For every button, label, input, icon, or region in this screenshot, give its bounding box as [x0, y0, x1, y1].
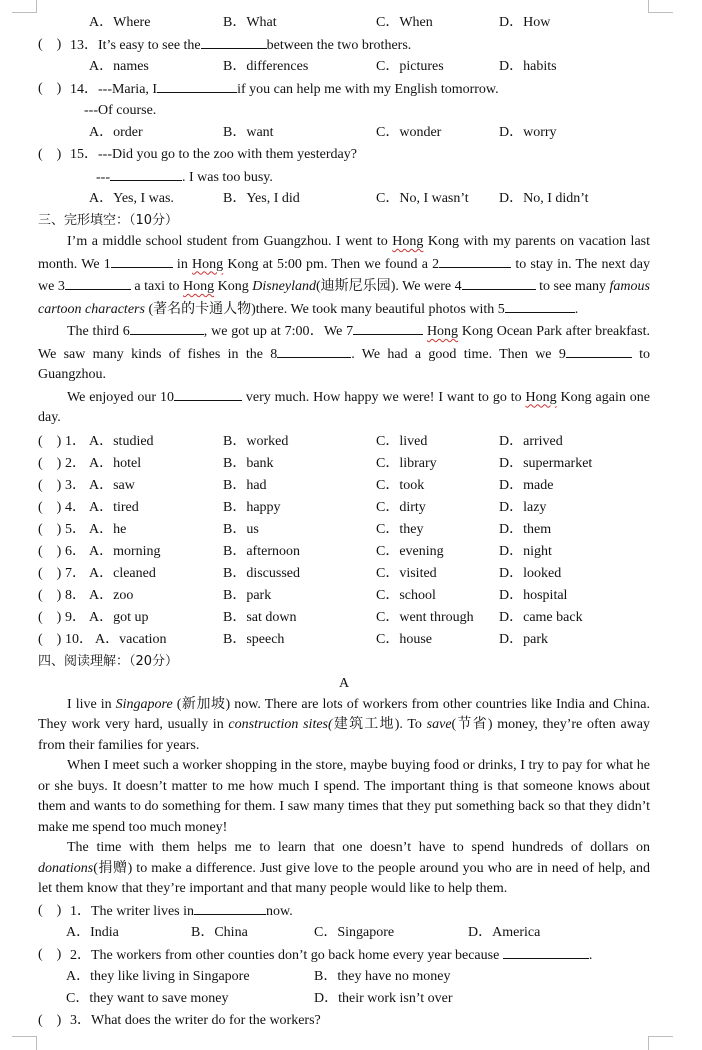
q15-stem: ( ) 15．---Did you go to the zoo with them yesterday?	[38, 144, 650, 166]
option[interactable]: A．got up	[89, 609, 149, 625]
option[interactable]: A．they like living in Singapore	[66, 968, 250, 984]
q12-options	[38, 12, 650, 34]
question-number: 10．	[65, 631, 93, 647]
question-number: 1．	[65, 433, 86, 449]
option[interactable]: B．What	[223, 15, 277, 30]
exam-page	[38, 12, 650, 1032]
option[interactable]: A．saw	[89, 477, 135, 493]
option[interactable]: C．they	[376, 521, 424, 537]
option[interactable]: A．studied	[89, 433, 154, 449]
answer-blank[interactable]	[505, 298, 575, 313]
option[interactable]: B．China	[191, 924, 248, 940]
cloze-question-row	[38, 629, 650, 651]
cloze-question-row	[38, 431, 650, 453]
answer-blank[interactable]	[130, 320, 204, 335]
option[interactable]: A．tired	[89, 499, 139, 515]
answer-bracket[interactable]: ( )	[38, 477, 62, 493]
answer-blank[interactable]	[157, 78, 237, 93]
option[interactable]: C．library	[376, 455, 437, 471]
option[interactable]: A．Where	[89, 15, 151, 30]
option[interactable]: D．worry	[499, 125, 557, 140]
option[interactable]: B．sat down	[223, 609, 297, 625]
cloze-question-row	[38, 453, 650, 475]
cloze-question-row	[38, 475, 650, 497]
cloze-question-row	[38, 541, 650, 563]
answer-blank[interactable]	[174, 386, 242, 401]
option[interactable]: B．worked	[223, 433, 289, 449]
option[interactable]: A．cleaned	[89, 565, 156, 581]
passage-label: A	[338, 675, 350, 691]
option[interactable]: B．afternoon	[223, 543, 300, 559]
option[interactable]: D．hospital	[499, 587, 568, 603]
q15-options	[38, 188, 650, 210]
question-number: 9．	[65, 609, 86, 625]
reading-q2-options-row2	[38, 988, 650, 1010]
q13-stem: ( ) 13．It’s easy to see the between the two brothers.	[38, 34, 650, 56]
option[interactable]: C．they want to save money	[66, 990, 229, 1006]
option[interactable]: C．took	[376, 477, 425, 493]
option[interactable]: D．America	[468, 924, 541, 940]
answer-bracket[interactable]: ( )	[38, 1012, 62, 1028]
reading-q1-options	[38, 922, 650, 944]
option[interactable]: C．Singapore	[314, 924, 395, 940]
option[interactable]: D．supermarket	[499, 455, 593, 471]
answer-bracket[interactable]: ( )	[38, 81, 62, 96]
option[interactable]: A．morning	[89, 543, 161, 559]
option[interactable]: D．lazy	[499, 499, 547, 515]
answer-blank[interactable]	[65, 275, 131, 290]
reading-paragraph-2: When I meet such a worker shopping in the store, maybe buying food or drinks, I try to pay for what he or she buys. It doesn’t matter to me how much I spend. The important thing is that someone knows about them and wants to do something for them. I saw many times that they put something back so that they didn’t make me spend too much money!	[38, 758, 650, 835]
option[interactable]: C．dirty	[376, 499, 426, 515]
answer-blank[interactable]	[566, 343, 632, 358]
q15-reply: --- . I was too busy.	[38, 166, 650, 188]
section-heading-cloze: 三、完形填空：（10分）	[38, 213, 179, 228]
answer-bracket[interactable]: ( )	[38, 147, 62, 162]
answer-blank[interactable]	[353, 320, 423, 335]
reading-q3-stem: ( ) 3．What does the writer do for the workers?	[38, 1010, 650, 1032]
answer-bracket[interactable]: ( )	[38, 946, 62, 962]
answer-blank[interactable]	[439, 253, 511, 268]
answer-bracket[interactable]: ( )	[38, 902, 62, 918]
q14-options	[38, 122, 650, 144]
q14-reply: ---Of course.	[84, 103, 157, 118]
option[interactable]: C．lived	[376, 433, 428, 449]
option[interactable]: C．When	[376, 15, 433, 30]
answer-bracket[interactable]: ( )	[38, 587, 62, 603]
reading-q1-stem: ( ) 1．The writer lives in now.	[38, 900, 650, 922]
option[interactable]: D．arrived	[499, 433, 563, 449]
crop-mark-bottom-right	[648, 1036, 673, 1050]
option[interactable]: D．habits	[499, 59, 557, 74]
answer-bracket[interactable]: ( )	[38, 631, 62, 647]
crop-mark-top-left	[12, 0, 37, 13]
cloze-paragraph-2: The third 6 , we got up at 7:00．We 7 Hong Kong Ocean Park after breakfast. We saw many kinds of fishes in the 8 . We had a good time. Then we 9 to Guangzhou.	[38, 320, 650, 386]
answer-bracket[interactable]: ( )	[38, 565, 62, 581]
answer-blank[interactable]	[277, 343, 351, 358]
option[interactable]: D．park	[499, 631, 548, 647]
cloze-question-row	[38, 563, 650, 585]
q14-stem: ( ) 14．---Maria, I if you can help me with my English tomorrow.	[38, 78, 650, 100]
option[interactable]: B．bank	[223, 455, 274, 471]
option[interactable]: C．went through	[376, 609, 474, 625]
option[interactable]: B．they have no money	[314, 968, 451, 984]
answer-bracket[interactable]: ( )	[38, 455, 62, 471]
option[interactable]: D．No, I didn’t	[499, 191, 589, 206]
answer-blank[interactable]	[110, 166, 182, 181]
question-number: 3．	[65, 477, 86, 493]
reading-paragraph-1: I live in Singapore (新加坡) now. There are lots of workers from other countries like India and China. They work very hard, usually in construction sites(建筑工地). To save(节省) money, they’re often away from their families for years.	[38, 696, 651, 753]
option[interactable]: B．happy	[223, 499, 281, 515]
option[interactable]: B．had	[223, 477, 267, 493]
option[interactable]: D．made	[499, 477, 554, 493]
cloze-question-row	[38, 497, 650, 519]
option[interactable]: D．came back	[499, 609, 583, 625]
option[interactable]: C．No, I wasn’t	[376, 191, 469, 206]
option[interactable]: D．How	[499, 15, 551, 30]
option[interactable]: A．hotel	[89, 455, 142, 471]
crop-mark-bottom-left	[12, 1036, 37, 1050]
cloze-paragraph-1: I’m a middle school student from Guangzhou. I went to Hong Kong with my parents on vacation last month. We 1 in Hong Kong at 5:00 pm. Then we found a 2 to stay in. The next day we 3 a taxi to Hong Kong Disneyland(迪斯尼乐园). We were 4 to see many famous cartoon characters (著名的卡通人物)there. We took many beautiful photos with 5 .	[38, 234, 650, 317]
option[interactable]: B．discussed	[223, 565, 300, 581]
answer-blank[interactable]	[194, 900, 266, 915]
reading-q2-stem: ( ) 2．The workers from other counties don’t go back home every year because .	[38, 944, 650, 966]
answer-blank[interactable]	[503, 944, 589, 959]
answer-bracket[interactable]: ( )	[38, 37, 62, 52]
option[interactable]: A．India	[66, 924, 119, 940]
option[interactable]: C．wonder	[376, 125, 442, 140]
cloze-questions	[38, 431, 650, 651]
option[interactable]: A．zoo	[89, 587, 134, 603]
answer-blank[interactable]	[111, 253, 173, 268]
answer-blank[interactable]	[201, 34, 267, 49]
answer-blank[interactable]	[462, 275, 536, 290]
option[interactable]: C．visited	[376, 565, 437, 581]
option[interactable]: D．looked	[499, 565, 562, 581]
option[interactable]: B．Yes, I did	[223, 191, 300, 206]
option[interactable]: A．names	[89, 59, 149, 74]
option[interactable]: C．school	[376, 587, 436, 603]
reading-q2-options-row1	[38, 966, 650, 988]
option[interactable]: D．them	[499, 521, 552, 537]
question-number: 2．	[65, 455, 86, 471]
option[interactable]: C．house	[376, 631, 432, 647]
section-heading-reading: 四、阅读理解：（20分）	[38, 653, 179, 669]
cloze-question-row	[38, 607, 650, 629]
option[interactable]: B．park	[223, 587, 272, 603]
answer-bracket[interactable]: ( )	[38, 521, 62, 537]
option[interactable]: B．us	[223, 521, 259, 537]
question-number: 6．	[65, 543, 86, 559]
option[interactable]: B．want	[223, 125, 274, 140]
option[interactable]: C．evening	[376, 543, 444, 559]
cloze-question-row	[38, 519, 650, 541]
crop-mark-top-right	[648, 0, 673, 13]
answer-bracket[interactable]: ( )	[38, 499, 62, 515]
question-number: 4．	[65, 499, 86, 515]
reading-paragraph-3: The time with them helps me to learn that one doesn’t have to spend hundreds of dollars on donations(捐赠) to make a difference. Just give love to the people around you who are in need of help, and let them know that they’re important and that many people would like to help them.	[38, 840, 650, 896]
cloze-paragraph-3: We enjoyed our 10 very much. How happy we were! I want to go to Hong Kong again one day.	[38, 386, 650, 429]
option[interactable]: D．night	[499, 543, 552, 559]
q13-options	[38, 56, 650, 78]
question-number: 7．	[65, 565, 86, 581]
option[interactable]: A．vacation	[95, 631, 167, 647]
answer-bracket[interactable]: ( )	[38, 543, 62, 559]
option[interactable]: B．speech	[223, 631, 285, 647]
answer-bracket[interactable]: ( )	[38, 609, 62, 625]
option[interactable]: C．pictures	[376, 59, 444, 74]
answer-bracket[interactable]: ( )	[38, 433, 62, 449]
question-number: 5．	[65, 521, 86, 537]
option[interactable]: A．he	[89, 521, 127, 537]
option[interactable]: A．order	[89, 125, 143, 140]
question-number: 8．	[65, 587, 86, 603]
cloze-question-row	[38, 585, 650, 607]
option[interactable]: D．their work isn’t over	[314, 990, 453, 1006]
option[interactable]: A．Yes, I was.	[89, 191, 174, 206]
option[interactable]: B．differences	[223, 59, 309, 74]
